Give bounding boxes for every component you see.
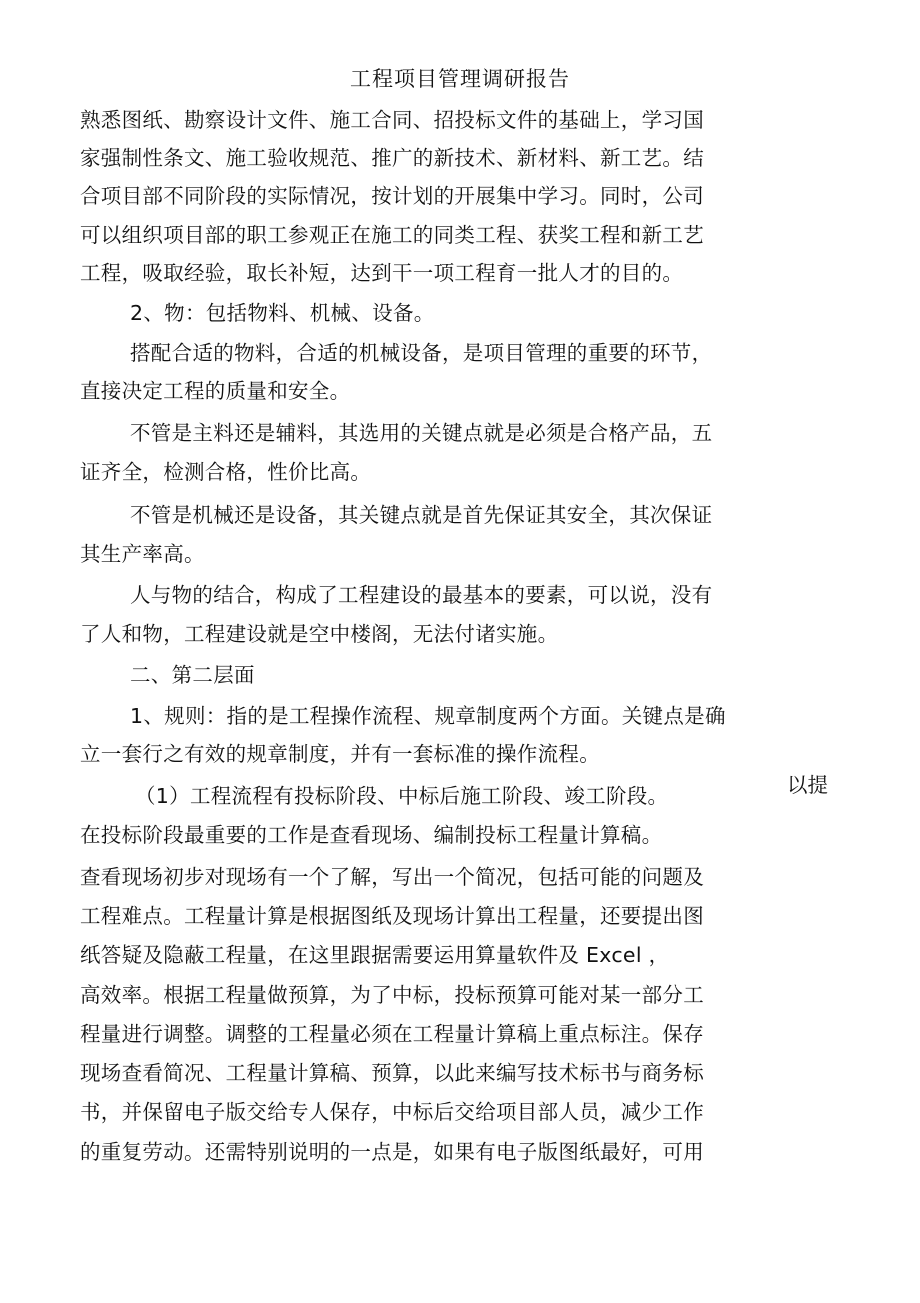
body-line: 证齐全，检测合格，性价比高。	[80, 460, 372, 484]
body-line: 不管是主料还是辅料，其选用的关键点就是必须是合格产品，五	[130, 421, 713, 445]
document-title: 工程项目管理调研报告	[350, 67, 570, 91]
body-line: 直接决定工程的质量和安全。	[80, 379, 351, 403]
body-line: 其生产率高。	[80, 542, 205, 566]
section-heading: 二、第二层面	[130, 663, 255, 687]
body-line: 现场查看简况、工程量计算稿、预算，以此来编写技术标书与商务标	[80, 1061, 704, 1085]
body-line: 程量进行调整。调整的工程量必须在工程量计算稿上重点标注。保存	[80, 1022, 704, 1046]
body-line: 工程，吸取经验，取长补短，达到干一项工程育一批人才的目的。	[80, 261, 684, 285]
body-line: 在投标阶段最重要的工作是查看现场、编制投标工程量计算稿。	[80, 823, 663, 847]
section-heading: 2、物：包括物料、机械、设备。	[130, 301, 435, 325]
body-line: 不管是机械还是设备，其关键点就是首先保证其安全，其次保证	[130, 503, 713, 527]
body-line: 了人和物，工程建设就是空中楼阁，无法付诸实施。	[80, 622, 559, 646]
body-line: 人与物的结合，构成了工程建设的最基本的要素，可以说，没有	[130, 583, 713, 607]
body-line: 可以组织项目部的职工参观正在施工的同类工程、获奖工程和新工艺	[80, 223, 704, 247]
body-line: 的重复劳动。还需特别说明的一点是，如果有电子版图纸最好，可用	[80, 1140, 704, 1164]
body-line: 高效率。根据工程量做预算，为了中标，投标预算可能对某一部分工	[80, 983, 704, 1007]
body-line: 家强制性条文、施工验收规范、推广的新技术、新材料、新工艺。结	[80, 146, 704, 170]
body-line: （1）工程流程有投标阶段、中标后施工阶段、竣工阶段。	[135, 784, 669, 808]
body-line: 查看现场初步对现场有一个了解，写出一个简况，包括可能的问题及	[80, 865, 704, 889]
body-line: 搭配合适的物料，合适的机械设备，是项目管理的重要的环节，	[130, 341, 713, 365]
body-line: 1、规则：指的是工程操作流程、规章制度两个方面。关键点是确	[130, 704, 726, 728]
body-line: 立一套行之有效的规章制度，并有一套标准的操作流程。	[80, 742, 600, 766]
body-line: 纸答疑及隐蔽工程量，在这里跟据需要运用算量软件及 Excel ，	[80, 943, 670, 967]
body-line: 合项目部不同阶段的实际情况，按计划的开展集中学习。同时，公司	[80, 184, 704, 208]
body-line: 书，并保留电子版交给专人保存，中标后交给项目部人员，减少工作	[80, 1100, 704, 1124]
body-line: 熟悉图纸、勘察设计文件、施工合同、招投标文件的基础上，学习国	[80, 108, 704, 132]
body-line: 工程难点。工程量计算是根据图纸及现场计算出工程量，还要提出图	[80, 904, 704, 928]
side-note: 以提	[787, 773, 828, 797]
